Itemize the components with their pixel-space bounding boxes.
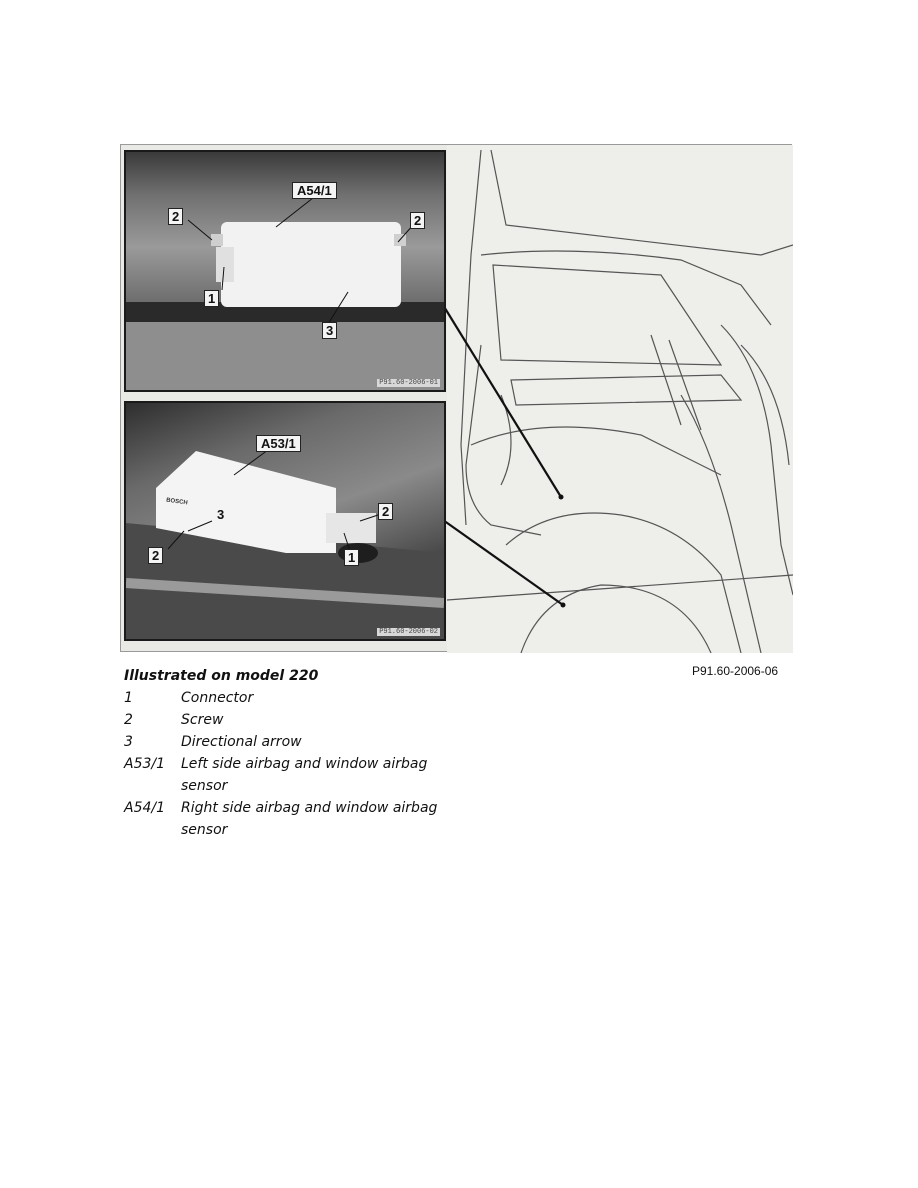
photo-code: P91.60-2006-01	[379, 379, 438, 387]
legend-code: 3	[124, 734, 133, 750]
photo-code: P91.60-2006-02	[379, 628, 438, 636]
legend	[124, 668, 464, 841]
legend-description: Directional arrow	[181, 734, 302, 750]
legend-description: Left side airbag and window airbag sensor	[181, 756, 428, 794]
callout-a53-1: A53/1	[256, 435, 301, 452]
legend-description: Right side airbag and window airbag sensor	[181, 800, 438, 838]
callout-screw-right: 2	[410, 212, 425, 229]
brand-mark: BOSCH	[165, 497, 188, 507]
legend-description: Connector	[181, 690, 254, 706]
legend-item	[124, 797, 464, 841]
callout-arrow: 3	[217, 507, 225, 522]
callout-connector: 1	[204, 290, 219, 307]
legend-code: 1	[124, 690, 133, 706]
figure-illustration	[120, 144, 792, 652]
callout-screw-left: 2	[168, 208, 183, 225]
legend-code: A54/1	[124, 800, 166, 816]
callout-arrow: 3	[322, 322, 337, 339]
legend-description: Screw	[181, 712, 224, 728]
legend-code: 2	[124, 712, 133, 728]
legend-item	[124, 753, 464, 797]
figure-reference: P91.60-2006-06	[692, 664, 779, 678]
callout-a54-1: A54/1	[292, 182, 337, 199]
callout-screw-right: 2	[378, 503, 393, 520]
legend-title: Illustrated on model 220	[124, 668, 319, 684]
callout-screw-left: 2	[148, 547, 163, 564]
legend-item	[124, 709, 464, 731]
legend-code: A53/1	[124, 756, 166, 772]
right-sensor-photo	[124, 150, 446, 392]
left-sensor-photo	[124, 401, 446, 641]
callout-connector: 1	[344, 549, 359, 566]
sensor-photo-drawing	[126, 152, 444, 390]
legend-item	[124, 731, 464, 753]
legend-item	[124, 687, 464, 709]
